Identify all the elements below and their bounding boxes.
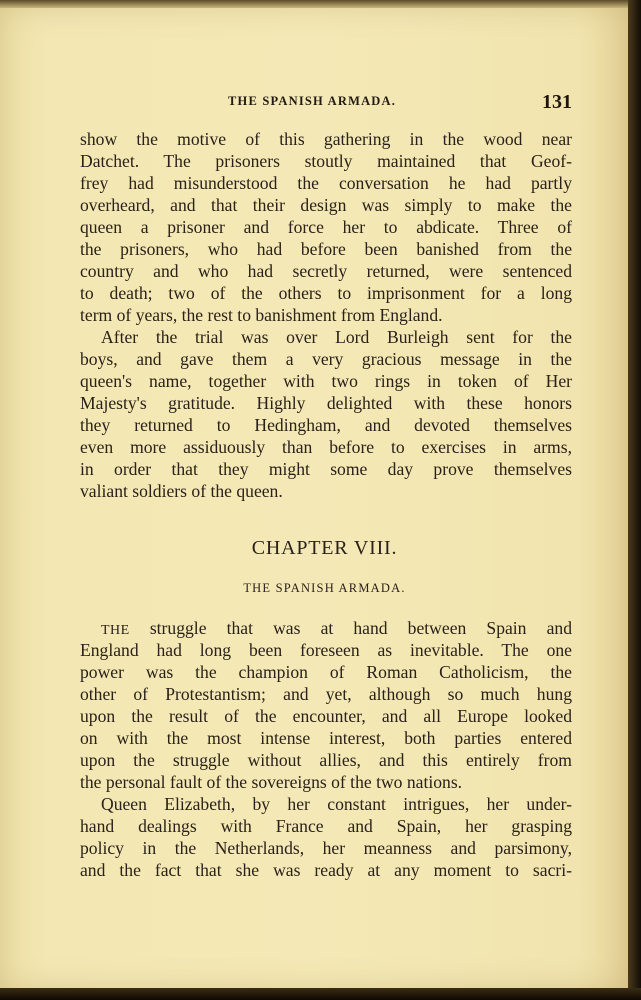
text-line: valiant soldiers of the queen. bbox=[80, 481, 283, 502]
text-line: on with the most intense interest, both parties entered bbox=[80, 728, 572, 749]
text-line: other of Protestantism; and yet, although so much hung bbox=[80, 684, 572, 705]
text-line: show the motive of this gathering in the wood near bbox=[80, 129, 572, 149]
text-line: even more assiduously than before to exercises in arms, bbox=[80, 437, 572, 458]
text-line: they returned to Hedingham, and devoted themselves bbox=[80, 415, 572, 436]
text-line: Datchet. The prisoners stoutly maintained that Geof- bbox=[80, 151, 572, 172]
text-line: hand dealings with France and Spain, her grasping bbox=[80, 816, 572, 837]
text-line-opening bbox=[80, 617, 572, 639]
text-line: frey had misunderstood the conversation he had partly bbox=[80, 173, 572, 194]
opening-word: THE bbox=[101, 623, 130, 638]
text-line: upon the result of the encounter, and all Europe looked bbox=[80, 706, 572, 727]
text-line: Majesty's gratitude. Highly delighted with these honors bbox=[80, 393, 572, 414]
chapter-subtitle: THE SPANISH ARMADA. bbox=[243, 581, 406, 595]
text-line: queen a prisoner and force her to abdicate. Three of bbox=[80, 217, 572, 238]
text-line: policy in the Netherlands, her meanness and parsimony, bbox=[80, 838, 572, 859]
text-line: the personal fault of the sovereigns of the two nations. bbox=[80, 772, 463, 793]
text-line: in order that they might some day prove themselves bbox=[80, 459, 572, 480]
text-line: the prisoners, who had before been banished from the bbox=[80, 239, 572, 260]
text-line: queen's name, together with two rings in token of Her bbox=[80, 371, 572, 392]
text-line: overheard, and that their design was simply to make the bbox=[80, 195, 572, 216]
paragraph-elizabeth bbox=[80, 793, 572, 881]
chapter-title: CHAPTER VIII. bbox=[251, 537, 398, 559]
text-line: England had long been foreseen as inevitable. The one bbox=[80, 640, 572, 661]
text-line: After the trial was over Lord Burleigh sent for the bbox=[101, 327, 572, 347]
text-line: upon the struggle without allies, and this entirely from bbox=[80, 750, 572, 771]
text-line: to death; two of the others to imprisonment for a long bbox=[80, 283, 572, 304]
paragraph-trial bbox=[80, 326, 572, 502]
text-line: power was the champion of Roman Catholicism, the bbox=[80, 662, 572, 683]
text-line: and the fact that she was ready at any moment to sacri- bbox=[80, 860, 572, 881]
text-line: country and who had secretly returned, were sentenced bbox=[80, 261, 572, 282]
text-line: Queen Elizabeth, by her constant intrigues, her under- bbox=[101, 794, 572, 814]
text-line: term of years, the rest to banishment from England. bbox=[80, 305, 443, 326]
paragraph-continuation bbox=[80, 128, 572, 326]
running-head bbox=[80, 91, 572, 114]
page-top-edge bbox=[0, 0, 641, 8]
opening-line-rest: struggle that was at hand between Spain and bbox=[129, 618, 572, 638]
page-number: 131 bbox=[542, 91, 572, 113]
page-bottom-edge bbox=[0, 988, 641, 1000]
text-line: boys, and gave them a very gracious message in the bbox=[80, 349, 572, 370]
paragraph-struggle bbox=[80, 617, 572, 793]
running-title: THE SPANISH ARMADA. bbox=[228, 94, 397, 108]
page-right-edge bbox=[628, 0, 641, 1000]
